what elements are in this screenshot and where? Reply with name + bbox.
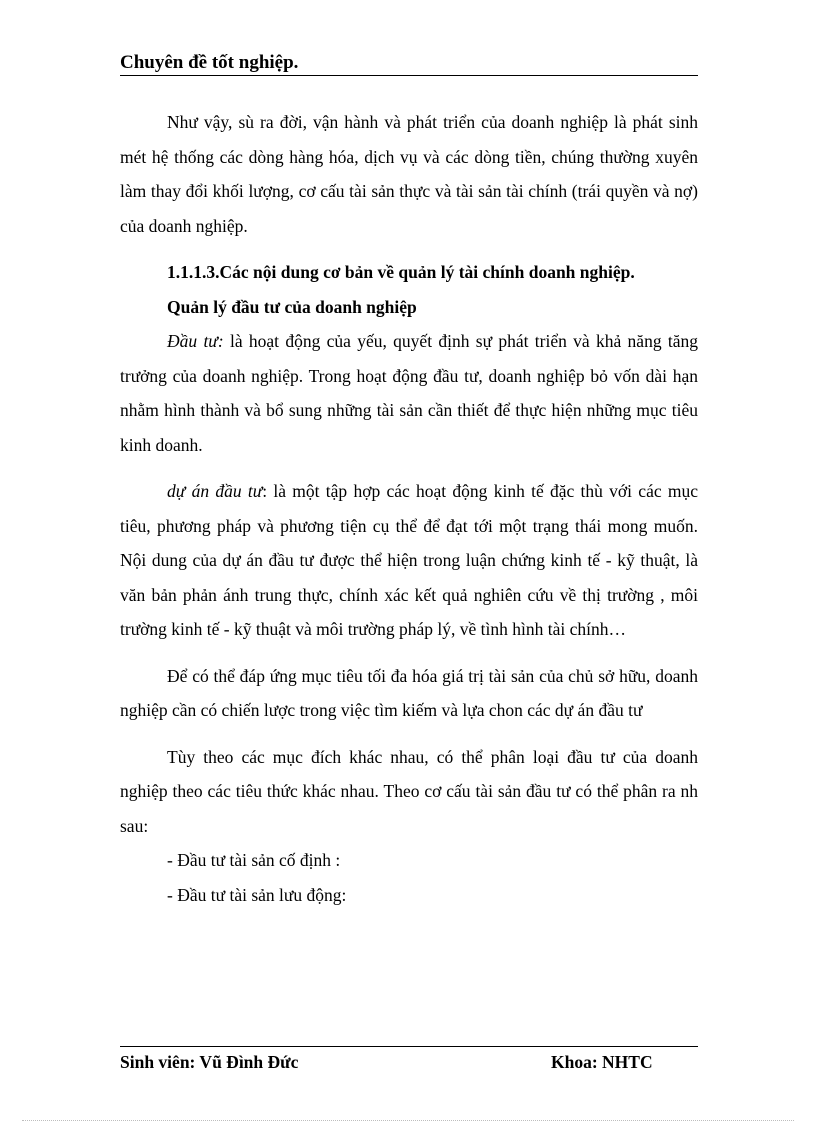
- paragraph-3: [120, 474, 698, 647]
- page-footer: [120, 1049, 698, 1075]
- footer-faculty: Khoa: NHTC: [551, 1052, 653, 1072]
- list-item: - Đầu tư tài sản lưu động:: [167, 884, 347, 905]
- header-rule: [120, 75, 698, 76]
- header-title: Chuyên đề tốt nghiệp.: [120, 52, 299, 73]
- page-header: [120, 50, 698, 76]
- document-body: [120, 105, 698, 912]
- paragraph-1: Như vậy, sù ra đời, vận hành và phát triển của doanh nghiệp là phát sinh mét hệ thống các dòng hàng hóa, dịch vụ và các dòng tiền, chúng thường xuyên làm thay đổi khối lượng, cơ cấu tài sản thực và tài sản tài chính (trái quyền và nợ) của doanh nghiệp.: [120, 112, 698, 236]
- paragraph-2: [120, 324, 698, 462]
- paragraph-3-text: : là một tập hợp các hoạt động kinh tế đặc thù với các mục tiêu, phương pháp và phương tiện cụ thể để đạt tới một trạng thái mong muốn. Nội dung của dự án đầu tư được thể hiện trong luận chứng kinh tế - kỹ thuật, là văn bản phản ánh trung thực, chính xác kết quả nghiên cứu về thị trường , môi trường kinh tế - kỹ thuật và môi trường pháp lý, về tình hình tài chính…: [120, 481, 699, 639]
- paragraph-4: Để có thể đáp ứng mục tiêu tối đa hóa giá trị tài sản của chủ sở hữu, doanh nghiệp cần có chiến lược trong việc tìm kiếm và lựa chon các dự án đầu tư: [120, 665, 698, 720]
- list-item: - Đầu tư tài sản cố định :: [167, 850, 341, 870]
- paragraph-5: Tùy theo các mục đích khác nhau, có thể phân loại đầu tư của doanh nghiệp theo các tiêu thức khác nhau. Theo cơ cấu tài sản đầu tư có thể phân ra nh sau:: [120, 746, 698, 836]
- page-bottom-border: [22, 1120, 794, 1121]
- section-heading: 1.1.1.3.Các nội dung cơ bản về quản lý tài chính doanh nghiệp.: [167, 262, 635, 282]
- term-dau-tu: Đầu tư:: [167, 331, 224, 351]
- paragraph-2-text: là hoạt động của yếu, quyết định sự phát triển và khả năng tăng trưởng của doanh nghiệp. Trong hoạt động đầu tư, doanh nghiệp bỏ vốn dài hạn nhằm hình thành và bổ sung những tài sản cần thiết để thực hiện những mục tiêu kinh doanh.: [120, 331, 699, 455]
- footer-student: Sinh viên: Vũ Đình Đức: [120, 1052, 299, 1072]
- footer-rule: [120, 1046, 698, 1047]
- term-du-an-dau-tu: dự án đầu tư: [167, 481, 263, 501]
- sub-heading: Quản lý đầu tư của doanh nghiệp: [167, 296, 417, 317]
